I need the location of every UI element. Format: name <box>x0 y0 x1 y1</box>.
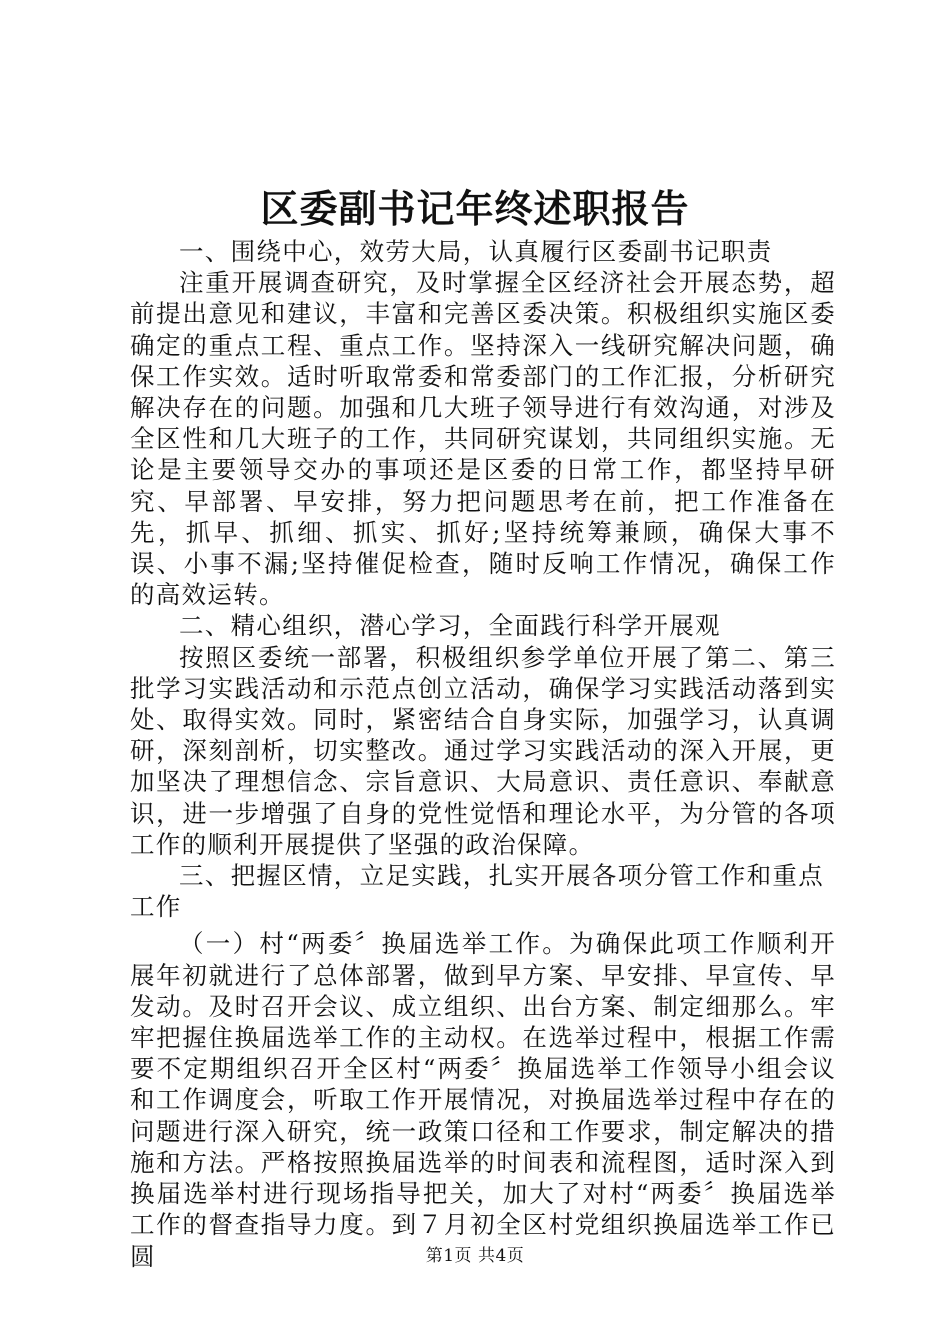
section-3-paragraph: （一）村“两委〞换届选举工作。为确保此项工作顺利开展年初就进行了总体部署，做到早方案、早安排、早宣传、早发动。及时召开会议、成立组织、出台方案、制定细那么。牢牢把握住换届选举工作的主动权。在选举过程中，根据工作需要不定期组织召开全区村“两委〞换届选举工作领导小组会议和工作调度会，听取工作开展情况，对换届选举过程中存在的问题进行深入研究，统一政策口径和工作要求，制定解决的措施和方法。严格按照换届选举的时间表和流程图，适时深入到换届选举村进行现场指导把关，加大了对村“两委〞换届选举工作的督查指导力度。到７月初全区村党组织换届选举工作已圆 <box>130 929 836 1271</box>
section-heading-1: 一、围绕中心，效劳大局，认真履行区委副书记职责 <box>179 237 773 266</box>
page-number-footer: 第1页 共4页 <box>425 1246 525 1266</box>
section-heading-3: 三、把握区情，立足实践，扎实开展各项分管工作和重点工作 <box>130 861 824 922</box>
section-heading-2: 二、精心组织，潜心学习，全面践行科学开展观 <box>179 611 721 641</box>
document-body <box>130 236 836 1272</box>
section-2-paragraph: 按照区委统一部署，积极组织参学单位开展了第二、第三批学习实践活动和示范点创立活动，确保学习实践活动落到实处、取得实效。同时，紧密结合自身实际，加强学习，认真调研，深刻剖析，切实整改。通过学习实践活动的深入开展，更加坚决了理想信念、宗旨意识、大局意识、责任意识、奉献意识，进一步增强了自身的党性觉悟和理论水平，为分管的各项工作的顺利开展提供了坚强的政治保障。 <box>130 642 836 859</box>
document-title: 区委副书记年终述职报告 <box>260 186 690 231</box>
section-1-paragraph: 注重开展调查研究，及时掌握全区经济社会开展态势，超前提出意见和建议，丰富和完善区委决策。积极组织实施区委确定的重点工程、重点工作。坚持深入一线研究解决问题，确保工作实效。适时听取常委和常委部门的工作汇报，分析研究解决存在的问题。加强和几大班子领导进行有效沟通，对涉及全区性和几大班子的工作，共同研究谋划，共同组织实施。无论是主要领导交办的事项还是区委的日常工作，都坚持早研究、早部署、早安排，努力把问题思考在前，把工作准备在先，抓早、抓细、抓实、抓好;坚持统筹兼顾，确保大事不误、小事不漏;坚持催促检查，随时反响工作情况，确保工作的高效运转。 <box>130 268 836 610</box>
